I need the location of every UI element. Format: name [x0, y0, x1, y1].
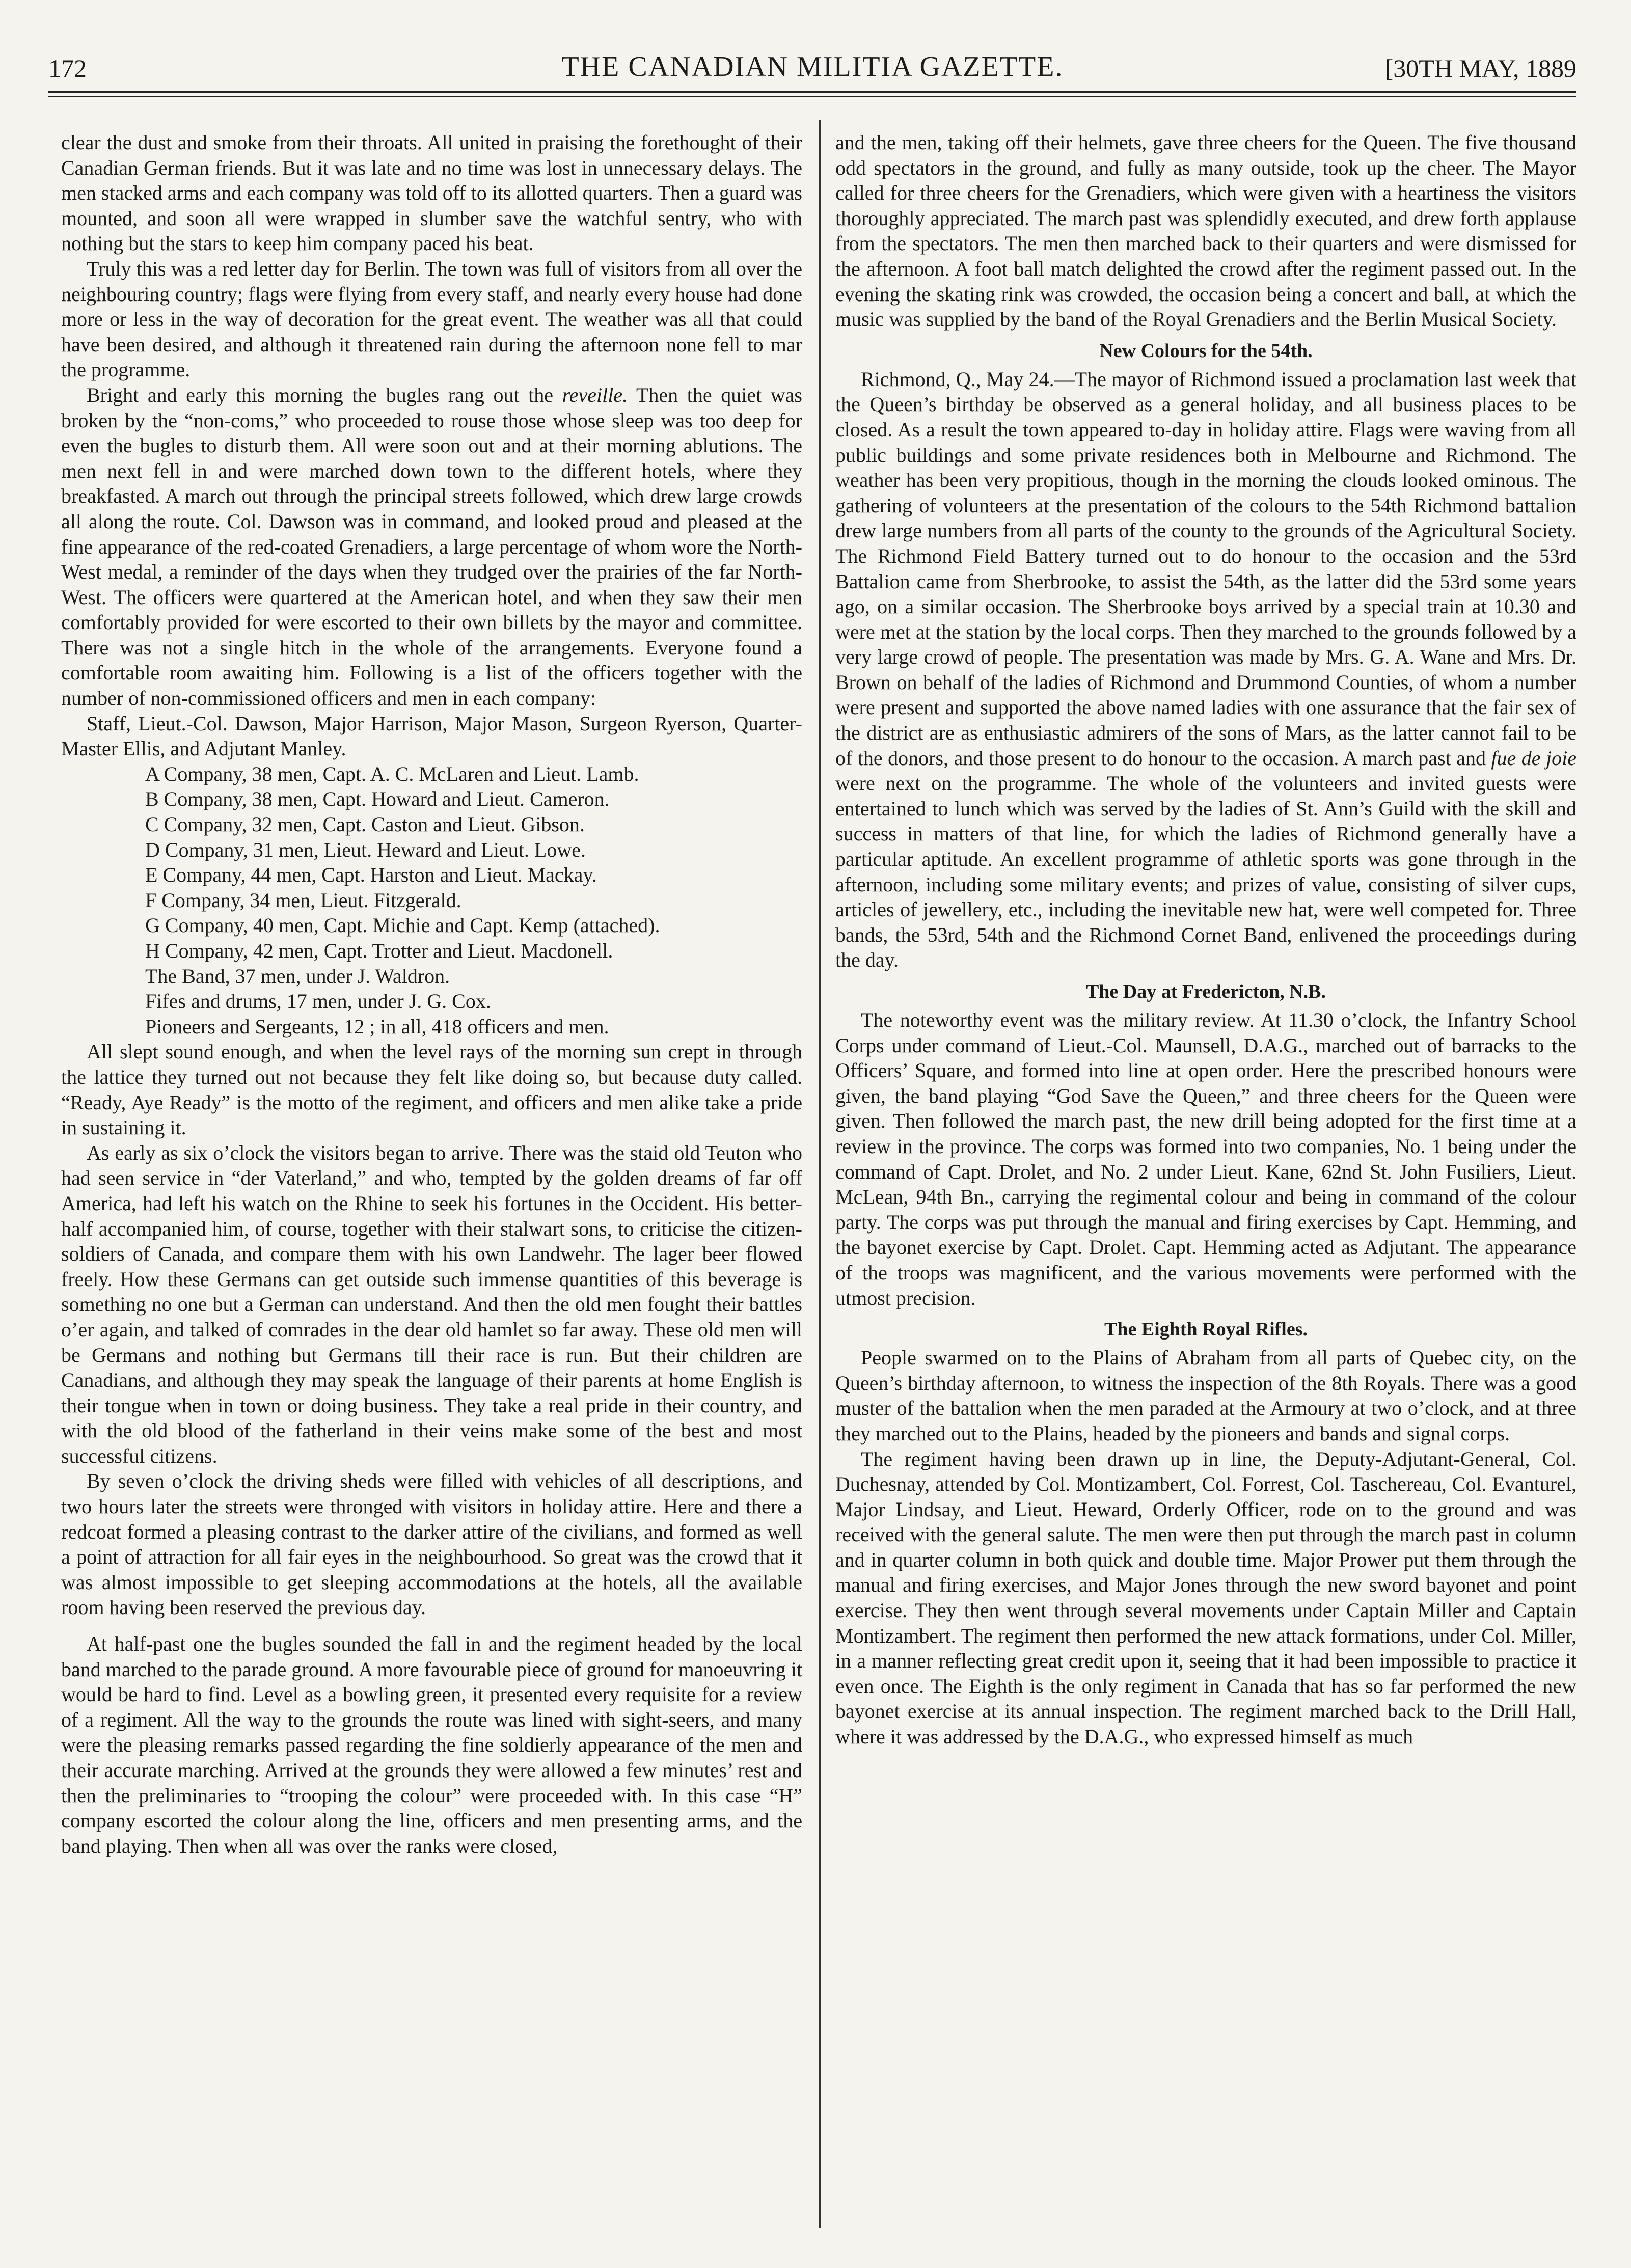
- section-heading: New Colours for the 54th.: [1099, 340, 1313, 362]
- company-list-item: E Company, 44 men, Capt. Harston and Lieut. Mackay.: [145, 863, 597, 887]
- company-list-item: Pioneers and Sergeants, 12 ; in all, 418 officers and men.: [145, 1015, 609, 1038]
- paragraph: By seven o’clock the driving sheds were filled with vehicles of all descriptions, and two hours later the streets were thronged with visitors in holiday attire. Here and there a redcoat formed a pleasing contrast to the darker attire of the civilians, and formed as well a point of attraction for all fair eyes in the neighbourhood. So great was the crowd that it was almost impossible to get sleeping accommodations at the hotels, all the available room having been reserved the previous day.: [61, 1469, 802, 1619]
- company-list-item: B Company, 38 men, Capt. Howard and Lieut. Cameron.: [145, 787, 610, 811]
- header-rule-thin: [48, 96, 1576, 97]
- right-column: [835, 130, 1576, 2228]
- page-number: 172: [48, 54, 87, 83]
- paragraph: The regiment having been drawn up in line, the Deputy-Adjutant-General, Col. Duchesnay, attended by Col. Montizambert, Col. Forrest, Col. Taschereau, Col. Evanturel, Major Lindsay, and Lieut. Heward, Orderly Officer, rode on to the ground and was received with the general salute. The men were then put through the march past in column and in quarter column in both quick and double time. Major Prower put them through the manual and firing exercises, and Major Jones through the new sword bayonet and point exercise. They then went through several movements under Captain Miller and Captain Montizambert. The regiment then performed the new attack formations, under Col. Miller, in a manner reflecting great credit upon it, seeing that it had been impossible to practice it even once. The Eighth is the only regiment in Canada that has so far performed the new bayonet exercise at its annual inspection. The regiment marched back to the Drill Hall, where it was addressed by the D.A.G., who expressed himself as much: [835, 1447, 1576, 1748]
- company-list-item: A Company, 38 men, Capt. A. C. McLaren and Lieut. Lamb.: [145, 762, 639, 785]
- company-list-item: D Company, 31 men, Lieut. Heward and Lieut. Lowe.: [145, 838, 586, 861]
- company-list-item: H Company, 42 men, Capt. Trotter and Lieut. Macdonell.: [145, 939, 613, 962]
- paragraph: All slept sound enough, and when the level rays of the morning sun crept in through the lattice they turned out not because they felt like doing so, but because duty called. “Ready, Aye Ready” is the motto of the regiment, and officers and men alike take a pride in sustaining it.: [61, 1040, 802, 1139]
- text-run: Then the quiet was broken by the “non-coms,” who proceeded to rouse those whose sleep was too deep for even the bugles to disturb them. All were soon out and at their morning ablutions. The men next fell in and were marched down town to the different hotels, where they breakfasted. A march out through the principal streets followed, which drew large crowds all along the route. Col. Dawson was in command, and looked proud and pleased at the fine appearance of the red-coated Grenadiers, a large percentage of whom wore the North-West medal, a reminder of the days when they trudged over the prairies of the far North-West. The officers were quartered at the American hotel, and when they saw their men comfortably provided for were escorted to their own billets by the mayor and committee. There was not a single hitch in the whole of the arrangements. Everyone found a comfortable room awaiting him. Following is a list of the officers together with the number of non-commissioned officers and men in each company:: [61, 383, 802, 710]
- paragraph: As early as six o’clock the visitors began to arrive. There was the staid old Teuton who had seen service in “der Vaterland,” and who, tempted by the golden dreams of far off America, had left his watch on the Rhine to seek his fortunes in the Occident. His better-half accompanied him, of course, together with their stalwart sons, to criticise the citizen-soldiers of Canada, and compare them with his own Landwehr. The lager beer flowed freely. How these Germans can get outside such immense quantities of this beverage is something no one but a German can understand. And then the old men fought their battles o’er again, and talked of comrades in the dear old hamlet so far away. These old men will be Germans and nothing but Germans till their race is run. But their children are Canadians, and although they may speak the language of their parents at home English is their tongue when in town or doing business. They take a real pride in their country, and with the old blood of the fatherland in their veins make some of the best and most successful citizens.: [61, 1141, 802, 1467]
- paragraph: People swarmed on to the Plains of Abraham from all parts of Quebec city, on the Queen’s birthday afternoon, to witness the inspection of the 8th Royals. There was a good muster of the battalion when the men paraded at the Armoury at two o’clock, and at three they marched out to the Plains, headed by the pioneers and bands and signal corps.: [835, 1346, 1576, 1445]
- page-header: [48, 48, 1576, 89]
- paragraph: [61, 382, 802, 711]
- italic-text: reveille.: [562, 383, 628, 406]
- paragraph: Truly this was a red letter day for Berlin. The town was full of visitors from all over the neighbouring country; flags were flying from every staff, and nearly every house had done more or less in the way of decoration for the great event. The weather was all that could have been desired, and although it threatened rain during the afternoon none fell to mar the programme.: [61, 257, 802, 381]
- text-run: Bright and early this morning the bugles rang out the: [87, 383, 562, 406]
- paragraph: The noteworthy event was the military review. At 11.30 o’clock, the Infantry School Corps under command of Lieut.-Col. Maunsell, D.A.G., marched out of barracks to the Officers’ Square, and formed into line at open order. Here the prescribed honours were given, the band playing “God Save the Queen,” and three cheers for the Queen were given. Then followed the march past, the new drill being adopted for the first time at a review in the province. The corps was formed into two companies, No. 1 being under the command of Capt. Drolet, and No. 2 under Lieut. Kane, 62nd St. John Fusiliers, Lieut. McLean, 94th Bn., carrying the regimental colour and being in command of the colour party. The corps was put through the manual and firing exercises by Capt. Hemming, and the bayonet exercise by Capt. Drolet. Capt. Hemming acted as Adjutant. The appearance of the troops was magnificent, and the various movements were performed with the utmost precision.: [835, 1008, 1576, 1309]
- paragraph: clear the dust and smoke from their throats. All united in praising the forethought of their Canadian German friends. But it was late and no time was lost in unnecessary delays. The men stacked arms and each company was told off to its allotted quarters. Then a guard was mounted, and soon all were wrapped in slumber save the watchful sentry, who with nothing but the stars to keep him company paced his beat.: [61, 131, 802, 255]
- text-run: were next on the programme. The whole of the volunteers and invited guests were entertained to lunch which was served by the ladies of St. Ann’s Guild with the skill and success in matters of that line, for which the ladies of Richmond generally have a particular aptitude. An excellent programme of athletic sports was gone through in the afternoon, including some military events; and prizes of value, consisting of silver cups, articles of jewellery, etc., including the inevitable new hat, were well competed for. Three bands, the 53rd, 54th and the Richmond Cornet Band, enlivened the proceedings during the day.: [835, 772, 1576, 972]
- paragraph: At half-past one the bugles sounded the fall in and the regiment headed by the local band marched to the parade ground. A more favourable piece of ground for manoeuvring it would be hard to find. Level as a bowling green, it presented every requisite for a review of a regiment. All the way to the grounds the route was lined with sight-seers, and many were the pleasing remarks passed regarding the fine soldierly appearance of the men and their accurate marching. Arrived at the grounds they were allowed a few minutes’ rest and then the preliminaries to “trooping the colour” were proceeded with. In this case “H” company escorted the colour along the line, officers and men presenting arms, and the band playing. Then when all was over the ranks were closed,: [61, 1632, 802, 1857]
- issue-date: [30TH MAY, 1889: [1384, 54, 1576, 83]
- company-list-item: F Company, 34 men, Lieut. Fitzgerald.: [145, 888, 461, 912]
- column-divider: [819, 120, 821, 2228]
- company-list-item: G Company, 40 men, Capt. Michie and Capt. Kemp (attached).: [145, 914, 660, 937]
- section-heading: The Day at Fredericton, N.B.: [1085, 981, 1326, 1002]
- italic-text: fue de joie: [1491, 746, 1576, 770]
- company-list: [61, 761, 802, 1040]
- section-heading: The Eighth Royal Rifles.: [1104, 1319, 1308, 1341]
- publication-title: THE CANADIAN MILITIA GAZETTE.: [561, 51, 1064, 83]
- company-list-item: Fifes and drums, 17 men, under J. G. Cox.: [145, 990, 491, 1013]
- header-rule-thick: [48, 91, 1576, 93]
- company-list-item: C Company, 32 men, Capt. Caston and Lieut. Gibson.: [145, 813, 585, 836]
- left-column: [61, 130, 802, 2228]
- staff-list-entry: Staff, Lieut.-Col. Dawson, Major Harrison, Major Mason, Surgeon Ryerson, Quarter-Master Ellis, and Adjutant Manley.: [61, 712, 802, 760]
- company-list-item: The Band, 37 men, under J. Waldron.: [145, 964, 450, 988]
- paragraph: [835, 367, 1576, 973]
- text-run: Richmond, Q., May 24.—The mayor of Richmond issued a proclamation last week that the Queen’s birthday be observed as a general holiday, and all business places to be closed. As a result the town appeared to-day in holiday attire. Flags were waving from all public buildings and some private residences both in Melbourne and Richmond. The weather has been very propitious, though in the morning the clouds looked ominous. The gathering of volunteers at the presentation of the colours to the 54th Richmond battalion drew large numbers from all parts of the county to the grounds of the Agricultural Society. The Richmond Field Battery turned out to do honour to the occasion and the 53rd Battalion came from Sherbrooke, to assist the 54th, as the latter did the 53rd some years ago, on a similar occasion. The Sherbrooke boys arrived by a special train at 10.30 and were met at the station by the local corps. Then they marched to the grounds followed by a very large crowd of people. The presentation was made by Mrs. G. A. Wane and Mrs. Dr. Brown on behalf of the ladies of Richmond and Drummond Counties, of whom a number were present and supported the above named ladies with one assurance that the fair sex of the district are as enthusiastic admirers of the sons of Mars, as the latter cannot fail to be of the donors, and those present to do honour to the occasion. A march past and: [835, 367, 1576, 770]
- paragraph: and the men, taking off their helmets, gave three cheers for the Queen. The five thousand odd spectators in the ground, and fully as many outside, took up the cheer. The Mayor called for three cheers for the Grenadiers, which were given with a heartiness the visitors thoroughly appreciated. The march past was splendidly executed, and drew forth applause from the spectators. The men then marched back to their quarters and were dismissed for the afternoon. A foot ball match delighted the crowd after the regiment passed out. In the evening the skating rink was crowded, the occasion being a concert and ball, at which the music was supplied by the band of the Royal Grenadiers and the Berlin Musical Society.: [835, 131, 1576, 331]
